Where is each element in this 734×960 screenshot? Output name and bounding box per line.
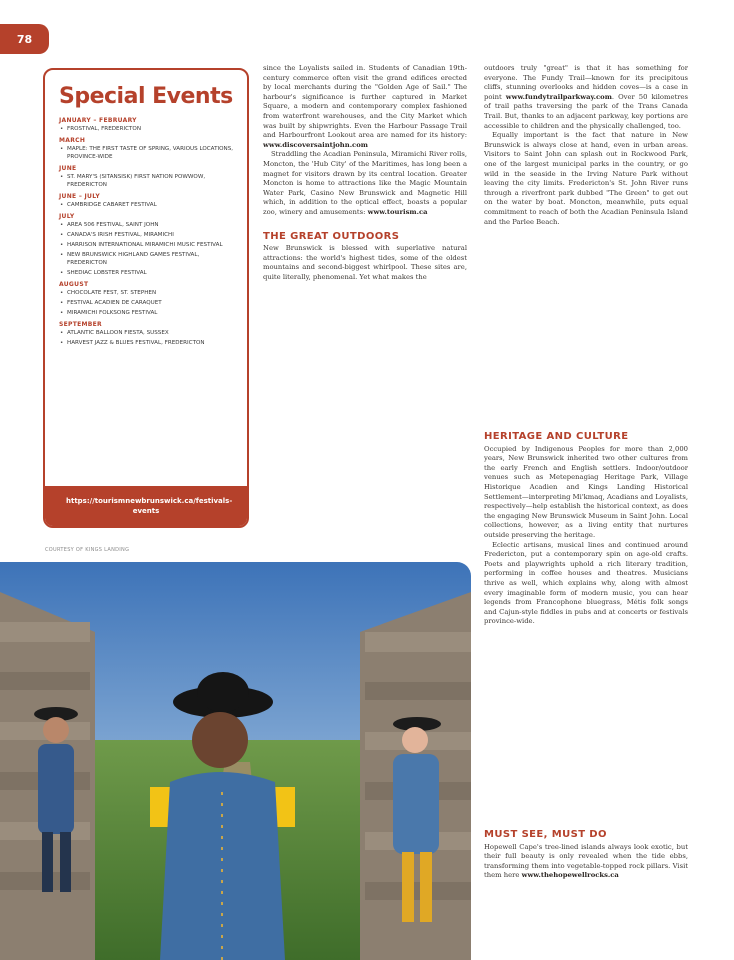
event-month-name: SEPTEMBER <box>59 321 102 328</box>
photo-credit: COURTESY OF KINGS LANDING <box>45 547 130 553</box>
event-month-block <box>59 117 237 133</box>
events-month-list <box>45 117 247 347</box>
page-number: 78 <box>16 32 33 46</box>
col1-paragraph-3: New Brunswick is blessed with superlative natural attractions: the world's highest tides, some of the oldest mountains and second-biggest whirlpool. These sites are, quite literally, phenomenal. Yet what makes the <box>263 244 467 281</box>
event-month-block <box>59 281 237 317</box>
column-1 <box>263 64 467 282</box>
event-month-name: JUNE – JULY <box>59 193 101 200</box>
event-month-name: JULY <box>59 213 75 220</box>
col2-paragraph-2: Equally important is the fact that nature in New Brunswick is always close at hand, even in urban areas. Visitors to Saint John can splash out in Rockwood Park, one of the largest municipal parks in the country, or go wild in the seaside in the Irving Nature Park without leaving the city limits. Fredericton's St. John River runs through a riverfront park dubbed "The Green" to get out on the water by boat. Moncton, meanwhile, puts equal commitment to reach of both the Acadian Peninsula Island and the Parlee Beach. <box>484 131 688 226</box>
event-month-name: JANUARY – FEBRUARY <box>59 117 137 124</box>
event-item: • CHOCOLATE FEST, ST. STEPHEN <box>59 289 237 297</box>
event-item: • AREA 506 FESTIVAL, SAINT JOHN <box>59 221 237 229</box>
heritage-paragraph-1: Occupied by Indigenous Peoples for more than 2,000 years, New Brunswick inherited two other cultures from the early French and English settlers. Indoor/outdoor venues such as Metepenagiag Heritage Park, Village Historique Acadien and Kings Landing Historical Settlement—interpreting Mi'kmaq, Acadians and Loyalists, respectively—help establish the historical context, as does the engaging New Brunswick Museum in Saint John. Local collections, however, as a living entity that nurtures outside preserving the heritage. <box>484 444 688 539</box>
col2-paragraph-1: outdoors truly "great" is that it has something for everyone. The Fundy Trail—known for its precipitous cliffs, stunning overlooks and hidden coves—is a case in point www.fundytrailparkway.com. Over 50 kilometres of trail paths traversing the park of the Trans Canada Trail. But, thanks to an adjacent parkway, key portions are accessible to children and the physically challenged, too. <box>484 64 688 130</box>
event-item: • NEW BRUNSWICK HIGHLAND GAMES FESTIVAL, FREDERICTON <box>59 251 237 267</box>
heritage-paragraph-2: Eclectic artisans, musical lines and continued around Fredericton, put a contemporary spin on age-old crafts. Poets and playwrights uphold a rich literary tradition, performing in coffee houses and theatres. Musicians thrive as well, which explains why, along with almost every imaginable form of modern music, you can hear legends from Francophone bluegrass, Métis folk songs and Cajun-style fiddles in pubs and at concerts or festivals province-wide. <box>484 540 688 626</box>
column-2-top <box>484 64 688 227</box>
page-number-tab <box>0 24 49 54</box>
event-item: • CAMBRIDGE CABARET FESTIVAL <box>59 201 237 209</box>
event-item: • SHEDIAC LOBSTER FESTIVAL <box>59 269 237 277</box>
event-month-name: MARCH <box>59 137 86 144</box>
event-month-name: JUNE <box>59 165 77 172</box>
kings-landing-photo <box>0 562 471 960</box>
event-item: • MAPLE: THE FIRST TASTE OF SPRING, VARIOUS LOCATIONS, PROVINCE-WIDE <box>59 145 237 161</box>
events-link-bar[interactable] <box>45 486 247 526</box>
event-item: • ATLANTIC BALLOON FIESTA, SUSSEX <box>59 329 237 337</box>
col1-paragraph-1: since the Loyalists sailed in. Students of Canadian 19th-century commerce often visit the grand edifices erected by local merchants during the "Golden Age of Sail." The harbour's significance is further captured in Market Square, a modern and contemporary complex fashioned from waterfront warehouses, and the City Market which was built by shipwrights. Even the Harbour Passage Trail and Harbourfront Lookout area are named for its history: www.discoversaintjohn.com <box>263 64 467 149</box>
hopewell-rocks-link[interactable]: www.thehopewellrocks.ca <box>521 871 619 880</box>
event-item: • FESTIVAL ACADIEN DE CARAQUET <box>59 299 237 307</box>
discover-saint-john-link[interactable]: www.discoversaintjohn.com <box>263 140 368 149</box>
tourism-link[interactable]: www.tourism.ca <box>367 207 428 216</box>
event-month-block <box>59 193 237 209</box>
must-see-heading: MUST SEE, MUST DO <box>484 829 607 840</box>
event-month-block <box>59 321 237 347</box>
event-item: • HARVEST JAZZ & BLUES FESTIVAL, FREDERICTON <box>59 339 237 347</box>
special-events-sidebar <box>43 68 249 528</box>
fundy-trail-link[interactable]: www.fundytrailparkway.com <box>505 92 612 101</box>
event-month-block <box>59 137 237 161</box>
event-month-block <box>59 213 237 277</box>
special-events-title: Special Events <box>59 84 233 109</box>
event-month-block <box>59 165 237 189</box>
event-item: • ST. MARY'S (SITANSISK) FIRST NATION POWWOW, FREDERICTON <box>59 173 237 189</box>
event-item: • FROSTIVAL, FREDERICTON <box>59 125 237 133</box>
photo-illustration <box>0 562 471 960</box>
heritage-heading: HERITAGE AND CULTURE <box>484 431 629 442</box>
event-month-name: AUGUST <box>59 281 89 288</box>
must-see-paragraph: Hopewell Cape's tree-lined islands always look exotic, but their full beauty is only revealed when the tide ebbs, transforming them into vegetable-topped rock pillars. Visit them here www.thehopewellrocks.ca <box>484 842 688 880</box>
event-item: • CANADA'S IRISH FESTIVAL, MIRAMICHI <box>59 231 237 239</box>
col1-paragraph-2: Straddling the Acadian Peninsula, Miramichi River rolls, Moncton, the 'Hub City' of the Maritimes, has long been a magnet for visitors drawn by its central location. Greater Moncton is home to attractions like the Magic Mountain Water Park, Casino New Brunswick and Magnetic Hill which, in addition to the optical effect, boasts a popular zoo, winery and amusements: www.tourism.ca <box>263 150 467 216</box>
events-link[interactable]: https://tourismnewbrunswick.ca/festivals-events <box>66 497 233 515</box>
column-2-heritage <box>484 432 688 627</box>
great-outdoors-heading: THE GREAT OUTDOORS <box>263 230 400 242</box>
event-item: • HARRISON INTERNATIONAL MIRAMICHI MUSIC FESTIVAL <box>59 241 237 249</box>
column-2-mustsee <box>484 830 688 881</box>
event-item: • MIRAMICHI FOLKSONG FESTIVAL <box>59 309 237 317</box>
